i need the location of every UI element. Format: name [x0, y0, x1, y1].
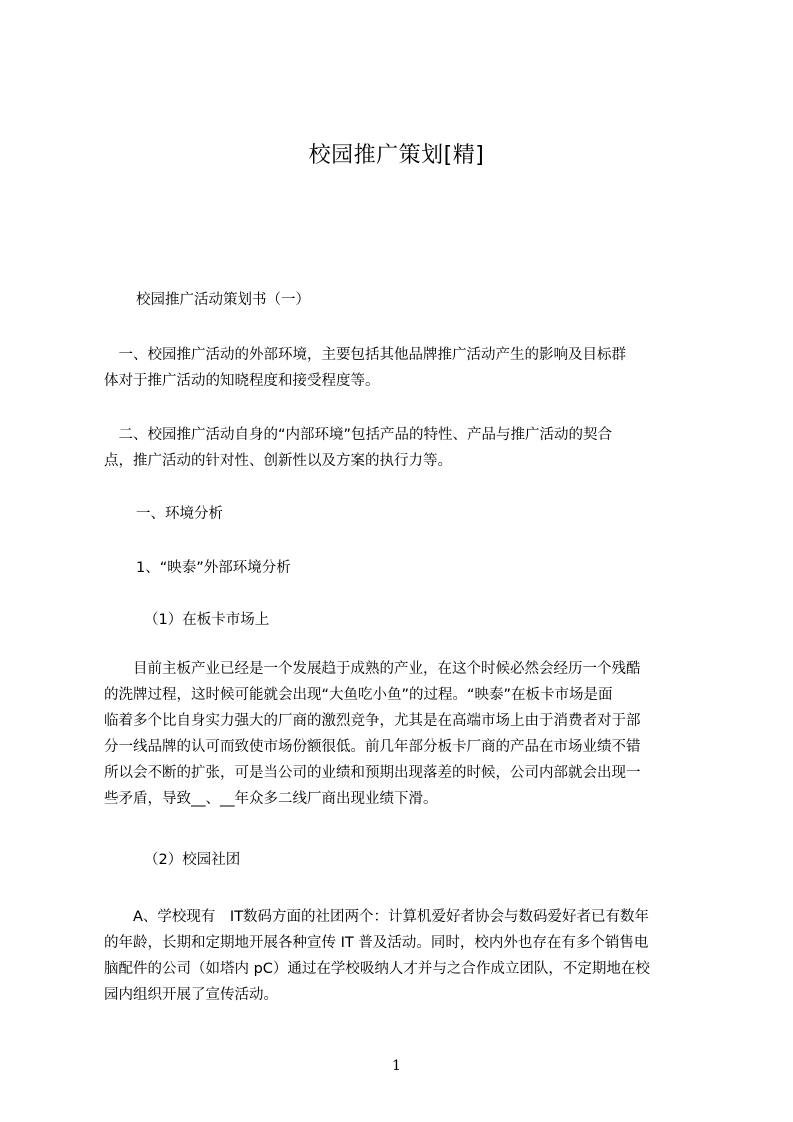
paragraph-line: 体对于推广活动的知晓程度和接受程度等。 [104, 373, 380, 389]
paragraph-line: 园内组织开展了宣传活动。 [104, 987, 278, 1003]
paragraph-line: 二、校园推广活动自身的“内部环境”包括产品的特性、产品与推广活动的契合 [104, 427, 613, 443]
paragraph-campus-clubs [104, 904, 700, 1008]
item-heading: （2）校园社团 [144, 852, 241, 868]
paragraph-line: 临着多个比自身实力强大的厂商的激烈竞争，尤其是在高端市场上由于消费者对于部 [104, 713, 641, 729]
page-number: 1 [392, 1058, 401, 1074]
paragraph-line: 些矛盾，导致__、__年众多二线厂商出现业绩下滑。 [104, 791, 438, 807]
paragraph-line: 分一线品牌的认可而致使市场份额很低。前几年部分板卡厂商的产品在市场业绩不错 [104, 739, 641, 755]
paragraph-line: 的洗牌过程，这时候可能就会出现“大鱼吃小鱼”的过程。“映泰”在板卡市场是面 [104, 687, 613, 703]
paragraph-line: 点，推广活动的针对性、创新性以及方案的执行力等。 [104, 453, 452, 469]
paragraph-line: 目前主板产业已经是一个发展趋于成熟的产业，在这个时候必然会经历一个残酷 [104, 661, 641, 677]
item-heading: （1）在板卡市场上 [144, 612, 270, 628]
paragraph-line: A、学校现有 IT数码方面的社团两个：计算机爱好者协会与数码爱好者已有数年 [104, 909, 650, 925]
plan-heading: 校园推广活动策划书（一） [136, 292, 310, 308]
section-heading: 一、环境分析 [136, 506, 223, 522]
paragraph-line: 所以会不断的扩张，可是当公司的业绩和预期出现落差的时候，公司内部就会出现一 [104, 765, 641, 781]
paragraph-board-market [104, 656, 700, 812]
paragraph-line: 脑配件的公司（如塔内 pC）通过在学校吸纳人才并与之合作成立团队，不定期地在校 [104, 961, 650, 977]
paragraph-internal-environment [104, 422, 700, 474]
subsection-heading: 1、“映泰”外部环境分析 [136, 560, 291, 576]
paragraph-line: 的年龄，长期和定期地开展各种宣传 IT 普及活动。同时，校内外也存在有多个销售电 [104, 935, 649, 951]
paragraph-line: 一、校园推广活动的外部环境，主要包括其他品牌推广活动产生的影响及目标群 [104, 347, 626, 363]
paragraph-external-environment [104, 342, 700, 394]
document-title: 校园推广策划[精] [308, 143, 485, 168]
